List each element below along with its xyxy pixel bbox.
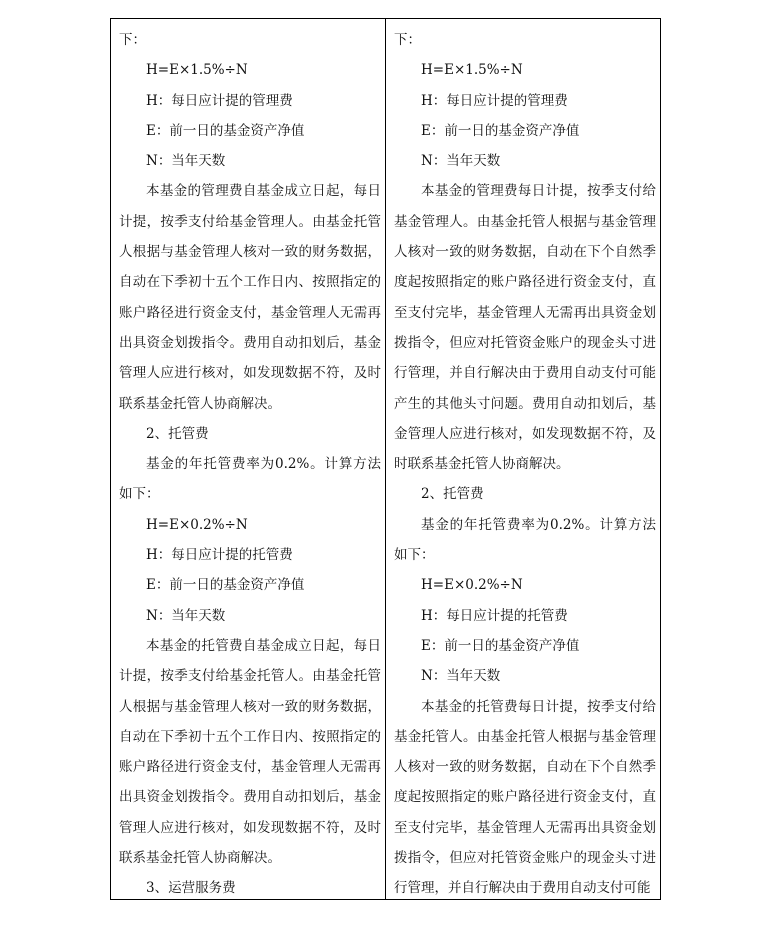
left-column: [119, 25, 381, 904]
formula: H=E×0.2%÷N: [146, 516, 248, 533]
formula-definition: N：当年天数: [146, 607, 226, 624]
formula: H=E×0.2%÷N: [421, 577, 523, 594]
formula-definition: H：每日应计提的管理费: [146, 92, 293, 109]
right-column: [394, 25, 656, 904]
formula-definition: E：前一日的基金资产净值: [146, 577, 305, 594]
formula-definition: E：前一日的基金资产净值: [146, 122, 305, 139]
column-divider: [385, 19, 386, 899]
paragraph: 基金的年托管费率为0.2%。计算方法如下：: [119, 456, 381, 503]
formula-definition: E：前一日的基金资产净值: [421, 637, 580, 654]
formula-definition: H：每日应计提的管理费: [421, 92, 568, 109]
paragraph: 下：: [394, 32, 421, 48]
formula-definition: E：前一日的基金资产净值: [421, 122, 580, 139]
paragraph: 本基金的托管费自基金成立日起，每日计提，按季支付给基金托管人。由基金托管人根据与基金管理人核对一致的财务数据，自动在下季初十五个工作日内、按照指定的账户路径进行资金支付，基金管理人无需再出具资金划拨指令。费用自动扣划后，基金管理人应进行核对，如发现数据不符，及时联系基金托管人协商解决。: [119, 637, 381, 867]
comparison-table: [110, 18, 661, 900]
formula-definition: H：每日应计提的托管费: [421, 607, 568, 624]
paragraph: 基金的年托管费率为0.2%。计算方法如下：: [394, 516, 656, 564]
section-heading: 2、托管费: [146, 425, 209, 442]
section-heading: 2、托管费: [421, 486, 484, 503]
formula: H=E×1.5%÷N: [146, 62, 248, 79]
formula-definition: H：每日应计提的托管费: [146, 547, 293, 564]
paragraph: 本基金的管理费每日计提，按季支付给基金管理人。由基金托管人根据与基金管理人核对一致的财务数据，自动在下个自然季度起按照指定的账户路径进行资金支付，直至支付完毕，基金管理人无需再出具资金划拨指令，但应对托管资金账户的现金头寸进行管理，并自行解决由于费用自动支付可能产生的其他头寸问题。费用自动扣划后，基金管理人应进行核对，如发现数据不符，及时联系基金托管人协商解决。: [394, 183, 656, 473]
formula: H=E×1.5%÷N: [421, 62, 523, 79]
paragraph: 本基金的管理费自基金成立日起，每日计提，按季支付给基金管理人。由基金托管人根据与基金管理人核对一致的财务数据，自动在下季初十五个工作日内、按照指定的账户路径进行资金支付，基金管理人无需再出具资金划拨指令。费用自动扣划后，基金管理人应进行核对，如发现数据不符，及时联系基金托管人协商解决。: [119, 183, 381, 412]
formula-definition: N：当年天数: [421, 153, 501, 170]
paragraph: 下：: [119, 32, 146, 48]
formula-definition: N：当年天数: [421, 668, 501, 685]
section-heading: 3、运营服务费: [146, 880, 236, 897]
formula-definition: N：当年天数: [146, 153, 226, 170]
paragraph: 本基金的托管费每日计提，按季支付给基金托管人。由基金托管人根据与基金管理人核对一致的财务数据，自动在下个自然季度起按照指定的账户路径进行资金支付，直至支付完毕，基金管理人无需再出具资金划拨指令，但应对托管资金账户的现金头寸进行管理，并自行解决由于费用自动支付可能: [394, 698, 656, 897]
